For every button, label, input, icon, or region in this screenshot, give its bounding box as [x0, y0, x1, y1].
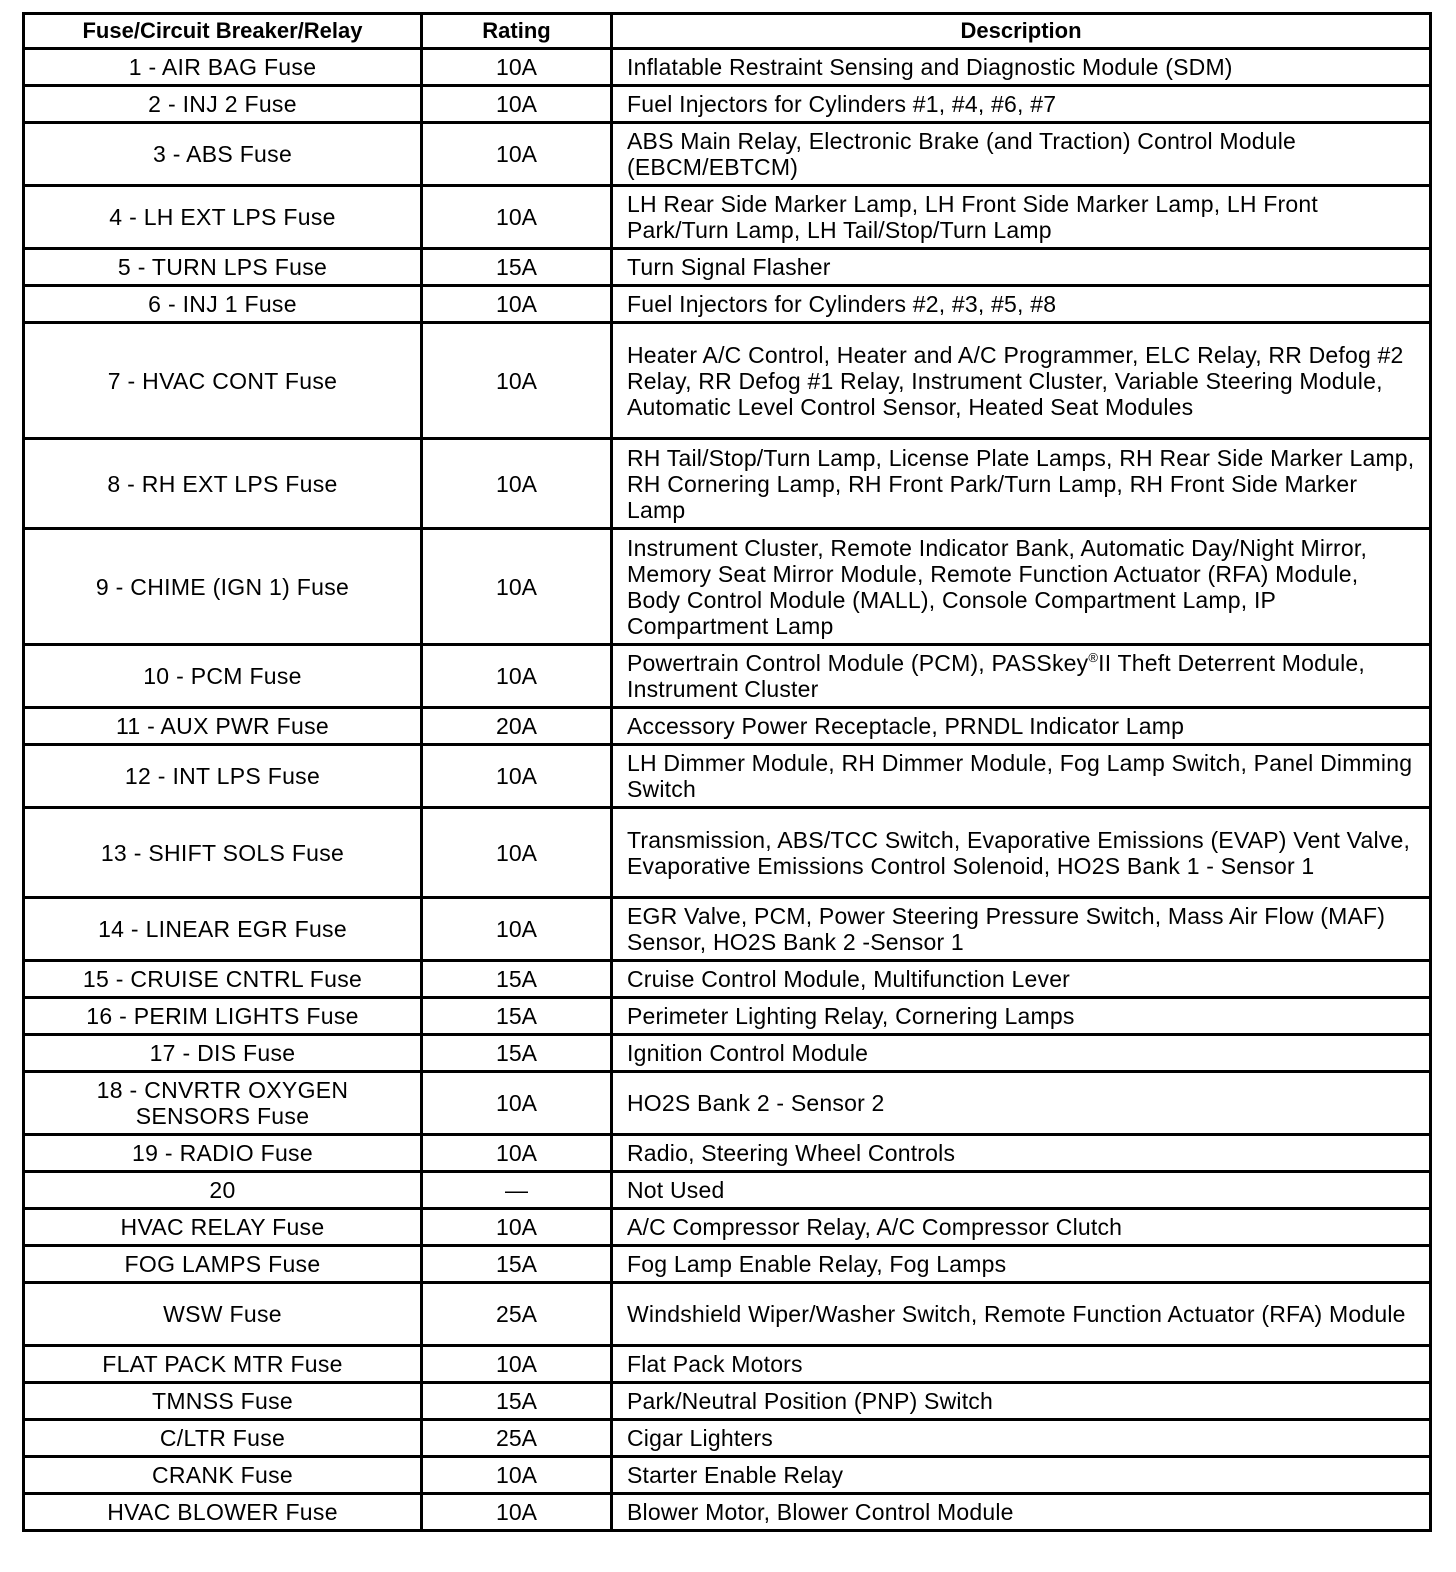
- header-fuse: Fuse/Circuit Breaker/Relay: [24, 14, 422, 49]
- table-row: [24, 1209, 1431, 1246]
- registered-mark: ®: [1088, 650, 1099, 665]
- fuse-description: Fuel Injectors for Cylinders #2, #3, #5, #8: [612, 286, 1431, 323]
- fuse-description: HO2S Bank 2 - Sensor 2: [612, 1072, 1431, 1135]
- fuse-name: HVAC RELAY Fuse: [24, 1209, 422, 1246]
- description-text: Powertrain Control Module (PCM), PASSkey: [627, 650, 1089, 676]
- fuse-rating: 10A: [422, 898, 612, 961]
- fuse-description: Instrument Cluster, Remote Indicator Bank, Automatic Day/Night Mirror, Memory Seat Mirror Module, Remote Function Actuator (RFA) Module, Body Control Module (MALL), Console Compartment Lamp, IP Compartment Lamp: [612, 529, 1431, 645]
- fuse-description: Flat Pack Motors: [612, 1346, 1431, 1383]
- fuse-name: 13 - SHIFT SOLS Fuse: [24, 808, 422, 898]
- table-row: [24, 745, 1431, 808]
- fuse-description: ABS Main Relay, Electronic Brake (and Traction) Control Module (EBCM/EBTCM): [612, 123, 1431, 186]
- fuse-name: 20: [24, 1172, 422, 1209]
- table-row: [24, 249, 1431, 286]
- table-row: [24, 998, 1431, 1035]
- fuse-rating: 15A: [422, 998, 612, 1035]
- table-row: [24, 123, 1431, 186]
- fuse-name: WSW Fuse: [24, 1283, 422, 1346]
- fuse-name: 1 - AIR BAG Fuse: [24, 49, 422, 86]
- fuse-rating: 10A: [422, 439, 612, 529]
- table-row: [24, 645, 1431, 708]
- table-row: [24, 1135, 1431, 1172]
- table-row: [24, 439, 1431, 529]
- fuse-rating: 10A: [422, 645, 612, 708]
- fuse-description: Starter Enable Relay: [612, 1457, 1431, 1494]
- fuse-rating: 10A: [422, 745, 612, 808]
- fuse-rating: 10A: [422, 1494, 612, 1531]
- fuse-rating: 15A: [422, 249, 612, 286]
- fuse-name: 11 - AUX PWR Fuse: [24, 708, 422, 745]
- fuse-description: Transmission, ABS/TCC Switch, Evaporative Emissions (EVAP) Vent Valve, Evaporative Emissions Control Solenoid, HO2S Bank 1 - Sensor 1: [612, 808, 1431, 898]
- fuse-description: Perimeter Lighting Relay, Cornering Lamps: [612, 998, 1431, 1035]
- fuse-name: 5 - TURN LPS Fuse: [24, 249, 422, 286]
- fuse-name: 19 - RADIO Fuse: [24, 1135, 422, 1172]
- fuse-name: TMNSS Fuse: [24, 1383, 422, 1420]
- fuse-rating: 25A: [422, 1420, 612, 1457]
- fuse-rating: 10A: [422, 186, 612, 249]
- fuse-name: 9 - CHIME (IGN 1) Fuse: [24, 529, 422, 645]
- table-row: [24, 961, 1431, 998]
- fuse-name: 12 - INT LPS Fuse: [24, 745, 422, 808]
- table-row: [24, 1346, 1431, 1383]
- fuse-rating: 15A: [422, 1383, 612, 1420]
- fuse-name: 15 - CRUISE CNTRL Fuse: [24, 961, 422, 998]
- fuse-description: Windshield Wiper/Washer Switch, Remote Function Actuator (RFA) Module: [612, 1283, 1431, 1346]
- fuse-rating: 10A: [422, 286, 612, 323]
- fuse-rating: —: [422, 1172, 612, 1209]
- fuse-rating: 10A: [422, 49, 612, 86]
- fuse-name: 2 - INJ 2 Fuse: [24, 86, 422, 123]
- table-header-row: [24, 14, 1431, 49]
- table-row: [24, 323, 1431, 439]
- fuse-description: A/C Compressor Relay, A/C Compressor Clutch: [612, 1209, 1431, 1246]
- fuse-name: FOG LAMPS Fuse: [24, 1246, 422, 1283]
- header-description: Description: [612, 14, 1431, 49]
- fuse-description: Fog Lamp Enable Relay, Fog Lamps: [612, 1246, 1431, 1283]
- fuse-rating: 10A: [422, 808, 612, 898]
- table-row: [24, 708, 1431, 745]
- fuse-description: EGR Valve, PCM, Power Steering Pressure Switch, Mass Air Flow (MAF) Sensor, HO2S Bank 2 -Sensor 1: [612, 898, 1431, 961]
- fuse-description: Cruise Control Module, Multifunction Lever: [612, 961, 1431, 998]
- fuse-rating: 10A: [422, 529, 612, 645]
- fuse-rating: 10A: [422, 86, 612, 123]
- table-row: [24, 186, 1431, 249]
- fuse-description: LH Dimmer Module, RH Dimmer Module, Fog Lamp Switch, Panel Dimming Switch: [612, 745, 1431, 808]
- table-row: [24, 1172, 1431, 1209]
- fuse-rating: 10A: [422, 323, 612, 439]
- fuse-name: 4 - LH EXT LPS Fuse: [24, 186, 422, 249]
- fuse-description: Accessory Power Receptacle, PRNDL Indicator Lamp: [612, 708, 1431, 745]
- fuse-description: Radio, Steering Wheel Controls: [612, 1135, 1431, 1172]
- fuse-description: RH Tail/Stop/Turn Lamp, License Plate Lamps, RH Rear Side Marker Lamp, RH Cornering Lamp, RH Front Park/Turn Lamp, RH Front Side Marker Lamp: [612, 439, 1431, 529]
- fuse-description: Cigar Lighters: [612, 1420, 1431, 1457]
- fuse-name: 17 - DIS Fuse: [24, 1035, 422, 1072]
- fuse-name: 7 - HVAC CONT Fuse: [24, 323, 422, 439]
- fuse-rating: 10A: [422, 123, 612, 186]
- fuse-rating: 10A: [422, 1346, 612, 1383]
- fuse-description: Blower Motor, Blower Control Module: [612, 1494, 1431, 1531]
- fuse-name: 3 - ABS Fuse: [24, 123, 422, 186]
- fuse-rating: 10A: [422, 1457, 612, 1494]
- fuse-rating: 15A: [422, 1035, 612, 1072]
- fuse-name: 10 - PCM Fuse: [24, 645, 422, 708]
- fuse-name: HVAC BLOWER Fuse: [24, 1494, 422, 1531]
- table-row: [24, 86, 1431, 123]
- fuse-name: C/LTR Fuse: [24, 1420, 422, 1457]
- fuse-table: [22, 12, 1432, 1532]
- table-row: [24, 1072, 1431, 1135]
- description-text: II Theft Deterrent Module, Instrument Cluster: [627, 650, 1365, 702]
- fuse-description: [612, 645, 1431, 708]
- fuse-description: LH Rear Side Marker Lamp, LH Front Side Marker Lamp, LH Front Park/Turn Lamp, LH Tail/Stop/Turn Lamp: [612, 186, 1431, 249]
- fuse-description: Park/Neutral Position (PNP) Switch: [612, 1383, 1431, 1420]
- fuse-name: CRANK Fuse: [24, 1457, 422, 1494]
- table-row: [24, 1246, 1431, 1283]
- fuse-rating: 10A: [422, 1209, 612, 1246]
- table-row: [24, 286, 1431, 323]
- header-rating: Rating: [422, 14, 612, 49]
- fuse-description: Turn Signal Flasher: [612, 249, 1431, 286]
- fuse-name: FLAT PACK MTR Fuse: [24, 1346, 422, 1383]
- fuse-name: 6 - INJ 1 Fuse: [24, 286, 422, 323]
- fuse-description: Ignition Control Module: [612, 1035, 1431, 1072]
- table-row: [24, 1035, 1431, 1072]
- table-row: [24, 1457, 1431, 1494]
- table-row: [24, 49, 1431, 86]
- fuse-rating: 10A: [422, 1135, 612, 1172]
- table-row: [24, 1383, 1431, 1420]
- fuse-name: 16 - PERIM LIGHTS Fuse: [24, 998, 422, 1035]
- fuse-rating: 10A: [422, 1072, 612, 1135]
- fuse-description: Heater A/C Control, Heater and A/C Programmer, ELC Relay, RR Defog #2 Relay, RR Defog #1 Relay, Instrument Cluster, Variable Steering Module, Automatic Level Control Sensor, Heated Seat Modules: [612, 323, 1431, 439]
- table-row: [24, 1494, 1431, 1531]
- table-row: [24, 1283, 1431, 1346]
- fuse-description: Fuel Injectors for Cylinders #1, #4, #6, #7: [612, 86, 1431, 123]
- fuse-name: 8 - RH EXT LPS Fuse: [24, 439, 422, 529]
- table-row: [24, 808, 1431, 898]
- fuse-description: Inflatable Restraint Sensing and Diagnostic Module (SDM): [612, 49, 1431, 86]
- table-row: [24, 898, 1431, 961]
- fuse-name: 14 - LINEAR EGR Fuse: [24, 898, 422, 961]
- fuse-description: Not Used: [612, 1172, 1431, 1209]
- table-row: [24, 1420, 1431, 1457]
- fuse-name: 18 - CNVRTR OXYGEN SENSORS Fuse: [24, 1072, 422, 1135]
- fuse-rating: 20A: [422, 708, 612, 745]
- fuse-rating: 15A: [422, 961, 612, 998]
- fuse-rating: 15A: [422, 1246, 612, 1283]
- fuse-rating: 25A: [422, 1283, 612, 1346]
- table-row: [24, 529, 1431, 645]
